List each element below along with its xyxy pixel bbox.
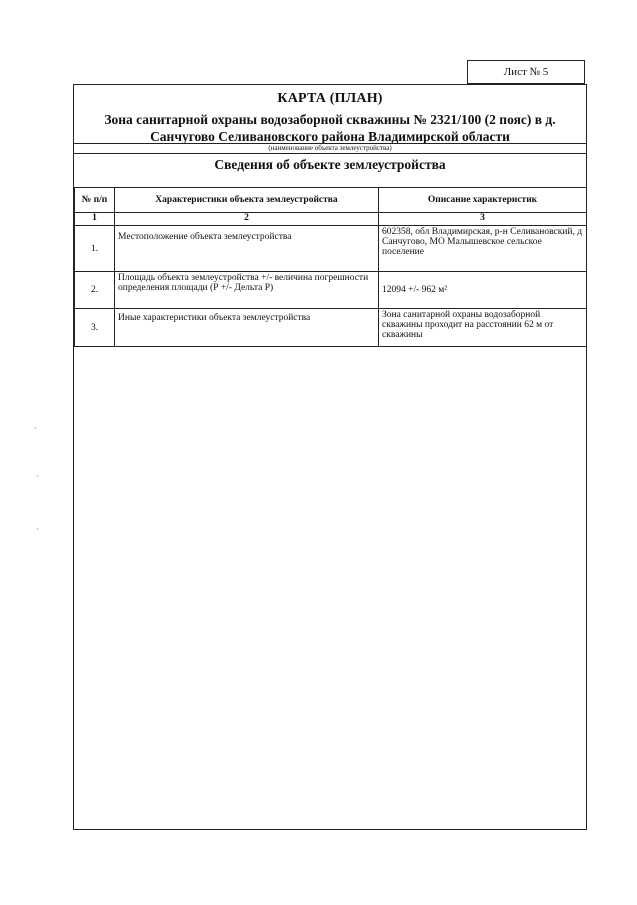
characteristics-table xyxy=(74,187,587,347)
table-row xyxy=(75,226,587,272)
sheet-number-label: Лист № 5 xyxy=(503,66,549,78)
column-number: 1 xyxy=(75,213,115,226)
scan-artifact-mark: · xyxy=(36,525,39,534)
section-divider xyxy=(74,153,586,154)
document-title: КАРТА (ПЛАН) xyxy=(277,91,383,106)
row-description: 12094 +/- 962 м² xyxy=(379,272,587,309)
object-name-caption: (наименование объекта землеустройства) xyxy=(268,144,392,152)
row-characteristic: Иные характеристики объекта землеустройства xyxy=(115,309,379,347)
column-header-characteristic: Характеристики объекта землеустройства xyxy=(115,188,379,213)
column-number: 3 xyxy=(379,213,587,226)
row-description: 602358, обл Владимирская, р-н Селивановский, д Санчугово, МО Малышевское сельское поселение xyxy=(379,226,587,272)
section-title: Сведения об объекте землеустройства xyxy=(214,157,446,172)
column-number: 2 xyxy=(115,213,379,226)
table-row xyxy=(75,272,587,309)
row-description: Зона санитарной охраны водозаборной скважины проходит на расстоянии 62 м от скважины xyxy=(379,309,587,347)
column-header-number: № п/п xyxy=(75,188,115,213)
scan-artifact-mark: · xyxy=(34,424,37,433)
row-characteristic: Площадь объекта землеустройства +/- величина погрешности определения площади (Р +/- Дельта Р) xyxy=(115,272,379,309)
document-subtitle-line-2: Санчугово Селивановского района Владимирской области xyxy=(150,129,510,144)
row-number: 1. xyxy=(75,226,115,272)
scan-artifact-mark: · xyxy=(36,472,39,481)
column-header-description: Описание характеристик xyxy=(379,188,587,213)
document-frame xyxy=(73,84,587,830)
document-subtitle xyxy=(74,111,586,145)
row-number: 2. xyxy=(75,272,115,309)
table-header-row xyxy=(75,188,587,213)
document-subtitle-line-1: Зона санитарной охраны водозаборной скважины № 2321/100 (2 пояс) в д. xyxy=(104,112,556,127)
sheet-number-box xyxy=(467,60,585,84)
row-number: 3. xyxy=(75,309,115,347)
column-number-row xyxy=(75,213,587,226)
table-row xyxy=(75,309,587,347)
row-characteristic: Местоположение объекта землеустройства xyxy=(115,226,379,272)
